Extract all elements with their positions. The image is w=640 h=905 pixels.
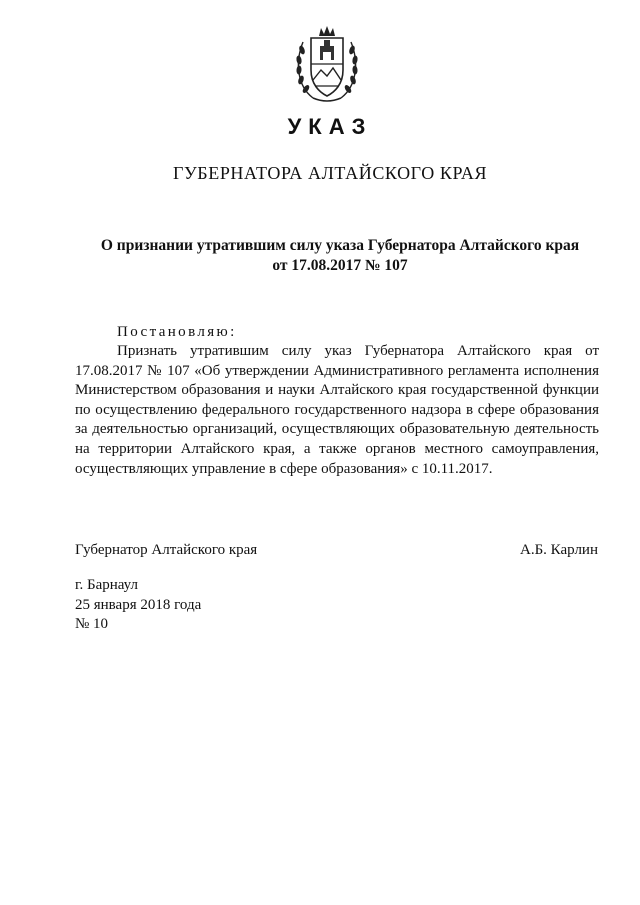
signatory-position: Губернатор Алтайского края — [75, 542, 258, 558]
document-title: УКАЗ — [287, 114, 373, 139]
place-date-block — [75, 576, 201, 635]
coat-of-arms-icon — [293, 20, 361, 104]
subject-line-2: от 17.08.2017 № 107 — [272, 257, 408, 274]
decree-verb: Постановляю: — [117, 324, 237, 340]
issuer-title: ГУБЕРНАТОРА АЛТАЙСКОГО КРАЯ — [172, 163, 488, 183]
document-number: № 10 — [75, 616, 109, 632]
subject-heading — [70, 236, 610, 276]
signatory-name: А.Б. Карлин — [519, 542, 598, 558]
date: 25 января 2018 года — [75, 596, 202, 613]
body-paragraph: Признать утратившим силу указ Губернатора Алтайского края от 17.08.2017 № 107 «Об утверждении Административного регламента исполнения Министерством образования и науки Алтайского края государственной функции по осуществлению федерального государственного надзора в сфере образования за деятельностью организаций, осуществляющих образовательную деятельность на территории Алтайского края, а также органов местного самоуправления, осуществляющих управление в сфере образования» с 10.11.2017. — [75, 343, 599, 477]
subject-line-1: О признании утратившим силу указа Губернатора Алтайского края — [100, 237, 580, 254]
city: г. Барнаул — [75, 577, 138, 593]
